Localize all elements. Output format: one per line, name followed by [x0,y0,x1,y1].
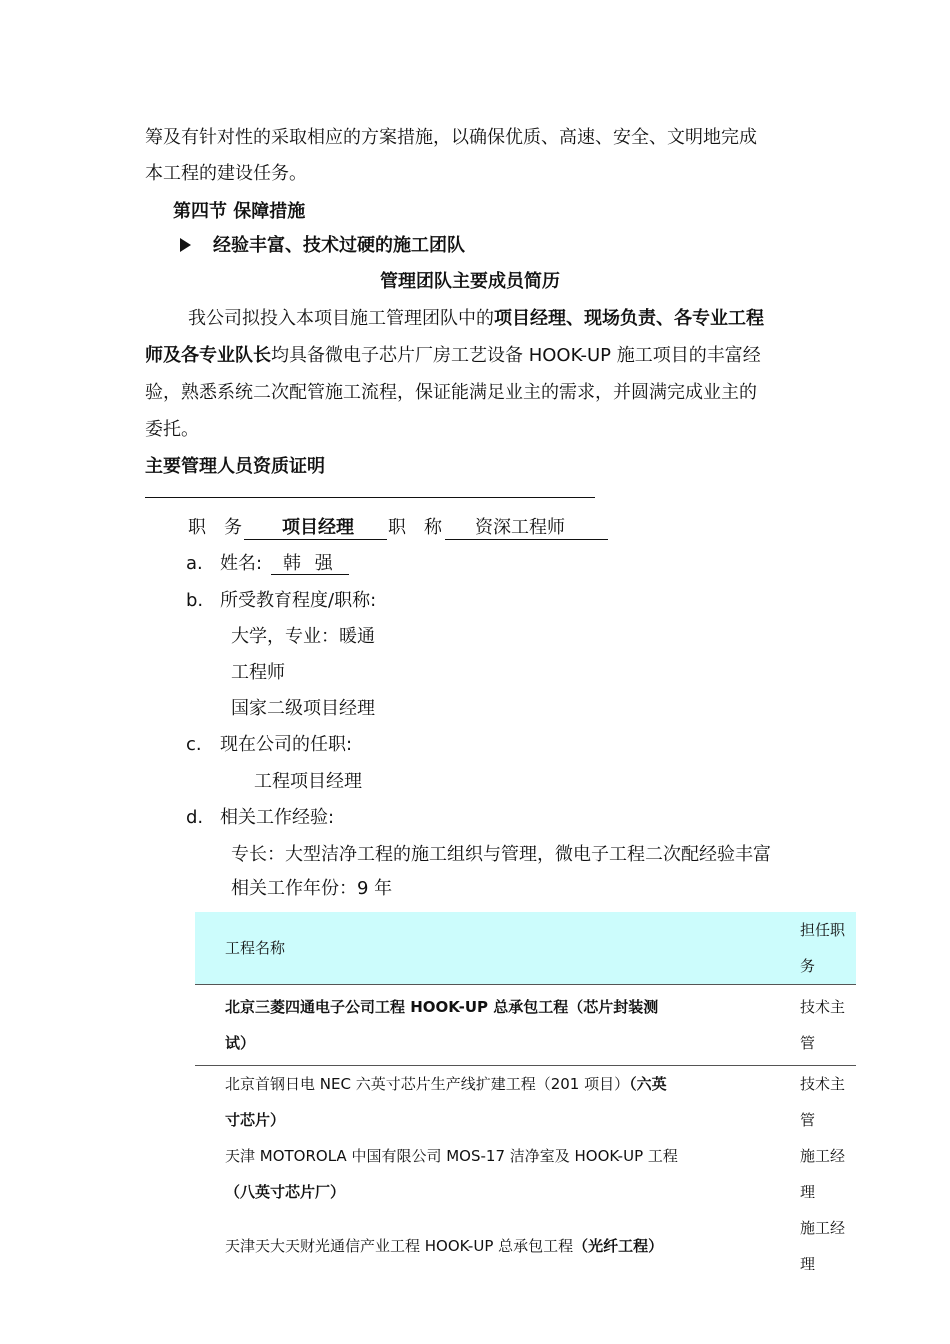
project-name-bold: （六英 [629,1075,667,1093]
project-name-cell [195,1066,770,1139]
project-name-bold: （光纤工程） [573,1237,664,1255]
item-a-label: 姓名: [220,553,263,574]
education-line: 大学，专业：暖通 [231,626,375,647]
table-row [195,1210,856,1282]
years-line: 相关工作年份：9 年 [231,878,393,899]
name-underline [271,574,349,575]
item-c-value: 工程项目经理 [254,771,362,792]
qualification-heading: 主要管理人员资质证明 [145,456,325,477]
para-line-2 [145,344,761,368]
specialty-line: 专长：大型洁净工程的施工组织与管理，微电子工程二次配经验丰富 [231,844,771,865]
role-cell: 技术主管 [770,985,856,1066]
title-label: 职 称 [388,517,442,538]
title-underline [445,539,608,540]
role-cell: 施工经理 [800,1147,846,1201]
column-header-role: 担任职务 [770,912,856,985]
role-cell: 施工经理 [800,1219,846,1273]
table-row [195,1066,856,1139]
bullet-heading [180,234,465,258]
project-name-cell [195,1210,770,1282]
column-header-project: 工程名称 [195,912,770,985]
title-value: 资深工程师 [475,517,565,538]
table-header-row [195,912,856,985]
para-bold-text: 项目经理、现场负责、各专业工程 [494,308,764,329]
para-line-1 [188,307,764,331]
para-bold-text: 师及各专业队长 [145,345,271,366]
item-a-value: 韩 强 [283,553,333,574]
position-underline [244,539,387,540]
item-d-label: 相关工作经验: [220,807,335,828]
project-table [195,912,856,1282]
intro-line-1: 筹及有针对性的采取相应的方案措施，以确保优质、高速、安全、文明地完成 [145,127,757,148]
education-line: 国家二级项目经理 [231,698,375,719]
table-row [195,1138,856,1210]
position-value: 项目经理 [282,517,354,538]
project-name-line: （八英寸芯片厂） [225,1183,346,1201]
project-name-line [225,1066,770,1102]
project-name-line: 北京三菱四通电子公司工程 HOOK-UP 总承包工程（芯片封装测 [225,998,659,1016]
position-label: 职 务 [188,517,242,538]
project-name-text: 北京首钢日电 NEC 六英寸芯片生产线扩建工程（201 项目） [225,1075,630,1093]
para-text: 均具备微电子芯片厂房工艺设备 HOOK-UP 施工项目的丰富经 [271,345,761,366]
project-name-line: 寸芯片） [225,1111,286,1129]
role-cell: 技术主管 [800,1075,846,1129]
project-name-cell [195,1138,770,1210]
bullet-heading-text: 经验丰富、技术过硬的施工团队 [213,235,465,256]
project-name-line [225,1228,770,1264]
project-name-line: 天津 MOTOROLA 中国有限公司 MOS-17 洁净室及 HOOK-UP 工程 [225,1147,678,1165]
item-d-marker: d. [186,807,204,828]
para-line-3: 验，熟悉系统二次配管施工流程，保证能满足业主的需求，并圆满完成业主的 [145,382,757,403]
intro-line-2: 本工程的建设任务。 [145,163,307,184]
education-line: 工程师 [231,662,285,683]
para-text: 我公司拟投入本项目施工管理团队中的 [188,308,494,329]
item-c-label: 现在公司的任职: [220,734,353,755]
item-b-label: 所受教育程度/职称: [220,590,377,611]
table-row [195,985,856,1066]
section-heading: 第四节 保障措施 [173,201,306,222]
project-name-cell [195,985,770,1066]
project-name-line: 试） [225,1034,256,1052]
para-line-4: 委托。 [145,419,199,440]
item-a-marker: a. [186,553,203,574]
item-b-marker: b. [186,590,204,611]
horizontal-rule [145,497,595,498]
project-name-text: 天津天大天财光通信产业工程 HOOK-UP 总承包工程 [225,1237,574,1255]
item-c-marker: c. [186,734,202,755]
arrow-bullet-icon [180,238,191,252]
center-title: 管理团队主要成员简历 [380,271,560,292]
